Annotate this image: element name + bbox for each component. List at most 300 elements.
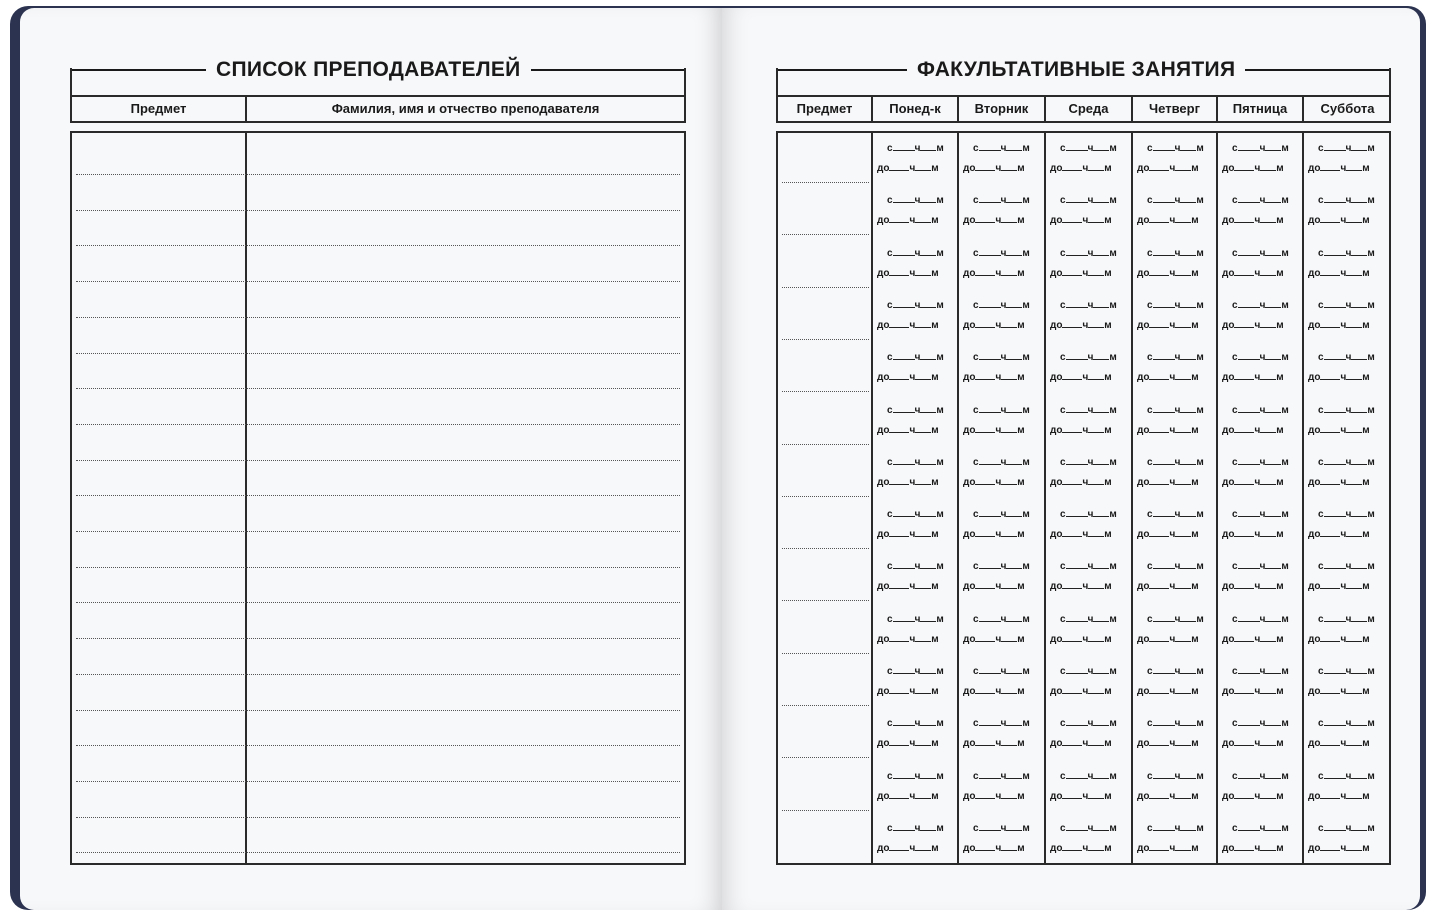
time-from-row: с ч м — [1147, 404, 1204, 416]
time-to-row: до ч м — [877, 319, 939, 331]
time-from-row: с ч м — [1318, 299, 1375, 311]
time-from-row: с ч м — [1060, 195, 1117, 207]
time-to-row: до ч м — [1137, 424, 1199, 436]
time-entry — [877, 559, 957, 593]
time-to-row: до ч м — [1050, 633, 1112, 645]
writing-line — [76, 317, 680, 318]
time-entry — [1050, 455, 1130, 489]
time-entry — [1308, 664, 1388, 698]
time-entry — [1308, 403, 1388, 437]
time-entry — [877, 612, 957, 646]
time-from-row: с ч м — [1232, 561, 1289, 573]
elective-table — [776, 131, 1391, 865]
time-entry — [1222, 716, 1302, 750]
time-entry — [1050, 193, 1130, 227]
time-to-row: до ч м — [1222, 267, 1284, 279]
time-from-row: с ч м — [1232, 299, 1289, 311]
time-entry — [963, 141, 1043, 175]
time-to-row: до ч м — [1050, 581, 1112, 593]
time-to-row: до ч м — [1308, 686, 1370, 697]
time-from-row: с ч м — [1318, 456, 1375, 468]
time-from-row: с ч м — [887, 299, 944, 311]
time-to-row: до ч м — [1137, 529, 1199, 541]
time-to-row: до ч м — [1222, 790, 1284, 802]
time-from-row: с ч м — [1232, 509, 1289, 521]
time-from-row: с ч м — [887, 195, 944, 207]
time-from-row: с ч м — [973, 247, 1030, 259]
time-entry — [1137, 507, 1217, 541]
time-to-row: до ч м — [1050, 163, 1112, 174]
time-to-row: до ч м — [1308, 529, 1370, 541]
time-entry — [1222, 350, 1302, 384]
time-from-row: с ч м — [1232, 770, 1289, 782]
time-from-row: с ч м — [1232, 247, 1289, 259]
time-to-row: до ч м — [1308, 790, 1370, 802]
time-entry — [877, 350, 957, 384]
time-entry — [877, 507, 957, 541]
time-entry — [1050, 559, 1130, 593]
time-to-row: до ч м — [877, 267, 939, 279]
col-header-day: Пятница — [1232, 101, 1288, 116]
time-from-row: с ч м — [887, 718, 944, 730]
time-to-row: до ч м — [1050, 686, 1112, 697]
col-header-day: Вторник — [974, 101, 1029, 116]
subject-line — [782, 234, 869, 235]
time-to-row: до ч м — [877, 686, 939, 697]
time-entry — [1222, 664, 1302, 698]
time-entry — [1137, 455, 1217, 489]
time-entry — [877, 193, 957, 227]
time-from-row: с ч м — [887, 561, 944, 573]
time-to-row: до ч м — [963, 581, 1025, 593]
time-entry — [1050, 716, 1130, 750]
time-from-row: с ч м — [1318, 404, 1375, 416]
time-to-row: до ч м — [1137, 163, 1199, 174]
writing-line — [76, 531, 680, 532]
time-entry — [1050, 141, 1130, 175]
time-to-row: до ч м — [963, 319, 1025, 331]
time-from-row: с ч м — [1232, 718, 1289, 730]
time-entry — [1308, 821, 1388, 855]
day-col-divider — [1131, 131, 1133, 865]
time-to-row: до ч м — [963, 424, 1025, 436]
col-header-subject: Предмет — [796, 101, 853, 116]
time-entry — [963, 769, 1043, 803]
time-entry — [1308, 141, 1388, 175]
time-entry — [963, 298, 1043, 332]
time-to-row: до ч м — [963, 372, 1025, 384]
time-to-row: до ч м — [1222, 738, 1284, 750]
time-entry — [963, 612, 1043, 646]
time-from-row: с ч м — [887, 822, 944, 834]
time-to-row: до ч м — [1050, 476, 1112, 488]
time-from-row: с ч м — [1060, 299, 1117, 311]
time-from-row: с ч м — [1060, 404, 1117, 416]
time-entry — [1308, 298, 1388, 332]
writing-line — [76, 602, 680, 603]
time-to-row: до ч м — [1222, 581, 1284, 593]
time-entry — [1050, 246, 1130, 280]
time-to-row: до ч м — [1222, 372, 1284, 384]
subject-line — [782, 444, 869, 445]
subject-line — [782, 287, 869, 288]
time-from-row: с ч м — [1147, 143, 1204, 154]
day-col-divider — [957, 131, 959, 865]
time-to-row: до ч м — [1137, 738, 1199, 750]
time-from-row: с ч м — [1147, 299, 1204, 311]
time-entry — [877, 716, 957, 750]
writing-line — [76, 781, 680, 782]
time-to-row: до ч м — [1222, 163, 1284, 174]
time-entry — [1308, 455, 1388, 489]
time-from-row: с ч м — [1060, 352, 1117, 364]
time-to-row: до ч м — [963, 633, 1025, 645]
time-from-row: с ч м — [973, 718, 1030, 730]
time-entry — [963, 193, 1043, 227]
page-title: ФАКУЛЬТАТИВНЫЕ ЗАНЯТИЯ — [907, 58, 1245, 82]
time-entry — [1308, 246, 1388, 280]
time-entry — [963, 559, 1043, 593]
time-to-row: до ч м — [877, 476, 939, 488]
time-entry — [1137, 403, 1217, 437]
time-entry — [1222, 455, 1302, 489]
header-col-divider — [1131, 95, 1133, 123]
day-col-divider — [1216, 131, 1218, 865]
time-to-row: до ч м — [1222, 842, 1284, 854]
time-to-row: до ч м — [877, 738, 939, 750]
time-from-row: с ч м — [1318, 613, 1375, 625]
time-to-row: до ч м — [1050, 842, 1112, 854]
time-entry — [1137, 350, 1217, 384]
day-col-divider — [1044, 131, 1046, 865]
subject-line — [782, 496, 869, 497]
time-from-row: с ч м — [1232, 404, 1289, 416]
time-from-row: с ч м — [887, 456, 944, 468]
time-entry — [963, 716, 1043, 750]
header-col-divider — [1044, 95, 1046, 123]
time-from-row: с ч м — [1147, 718, 1204, 730]
time-to-row: до ч м — [1222, 319, 1284, 331]
header-col-divider — [1216, 95, 1218, 123]
col-header-day: Суббота — [1320, 101, 1375, 116]
time-from-row: с ч м — [1060, 561, 1117, 573]
time-from-row: с ч м — [973, 352, 1030, 364]
time-from-row: с ч м — [887, 613, 944, 625]
time-to-row: до ч м — [1137, 267, 1199, 279]
time-entry — [1050, 298, 1130, 332]
time-from-row: с ч м — [1147, 666, 1204, 677]
teacher-col-divider — [245, 131, 247, 865]
time-from-row: с ч м — [1232, 456, 1289, 468]
header-col-divider — [1302, 95, 1304, 123]
time-to-row: до ч м — [1222, 686, 1284, 697]
time-entry — [1308, 612, 1388, 646]
subject-line — [782, 182, 869, 183]
time-entry — [877, 298, 957, 332]
time-to-row: до ч м — [963, 267, 1025, 279]
time-from-row: с ч м — [1060, 613, 1117, 625]
writing-line — [76, 852, 680, 853]
writing-line — [76, 353, 680, 354]
time-from-row: с ч м — [973, 613, 1030, 625]
time-to-row: до ч м — [1137, 790, 1199, 802]
time-to-row: до ч м — [963, 738, 1025, 750]
time-from-row: с ч м — [1060, 770, 1117, 782]
time-from-row: с ч м — [1147, 770, 1204, 782]
col-header-subject: Предмет — [130, 101, 187, 116]
time-to-row: до ч м — [1308, 476, 1370, 488]
right-title-row — [776, 58, 1391, 84]
time-entry — [963, 455, 1043, 489]
time-from-row: с ч м — [1060, 822, 1117, 834]
time-entry — [1222, 612, 1302, 646]
time-from-row: с ч м — [973, 770, 1030, 782]
time-to-row: до ч м — [1308, 633, 1370, 645]
time-to-row: до ч м — [877, 424, 939, 436]
time-entry — [877, 141, 957, 175]
day-col-divider — [1302, 131, 1304, 865]
time-entry — [1137, 559, 1217, 593]
time-from-row: с ч м — [887, 247, 944, 259]
time-to-row: до ч м — [877, 842, 939, 854]
time-to-row: до ч м — [1222, 215, 1284, 227]
time-to-row: до ч м — [1308, 319, 1370, 331]
time-entry — [1137, 769, 1217, 803]
time-from-row: с ч м — [887, 404, 944, 416]
time-entry — [877, 403, 957, 437]
col-header-teacher-name: Фамилия, имя и отчество преподавателя — [331, 101, 600, 116]
time-from-row: с ч м — [1060, 247, 1117, 259]
time-to-row: до ч м — [1137, 215, 1199, 227]
time-to-row: до ч м — [1308, 842, 1370, 854]
time-from-row: с ч м — [1318, 666, 1375, 677]
time-from-row: с ч м — [1147, 822, 1204, 834]
time-to-row: до ч м — [1050, 529, 1112, 541]
time-entry — [963, 821, 1043, 855]
time-from-row: с ч м — [1318, 561, 1375, 573]
writing-line — [76, 281, 680, 282]
time-to-row: до ч м — [1308, 738, 1370, 750]
col-header-day: Понед-к — [889, 101, 941, 116]
time-to-row: до ч м — [963, 686, 1025, 697]
time-entry — [1222, 769, 1302, 803]
time-from-row: с ч м — [1318, 195, 1375, 207]
time-entry — [877, 246, 957, 280]
subject-line — [782, 653, 869, 654]
time-to-row: до ч м — [877, 372, 939, 384]
time-entry — [963, 664, 1043, 698]
time-to-row: до ч м — [877, 529, 939, 541]
writing-line — [76, 245, 680, 246]
time-to-row: до ч м — [1137, 686, 1199, 697]
time-entry — [1308, 716, 1388, 750]
time-entry — [877, 821, 957, 855]
time-from-row: с ч м — [1232, 822, 1289, 834]
time-to-row: до ч м — [1308, 372, 1370, 384]
time-from-row: с ч м — [1147, 613, 1204, 625]
time-entry — [1308, 350, 1388, 384]
time-entry — [963, 403, 1043, 437]
time-to-row: до ч м — [1137, 633, 1199, 645]
time-to-row: до ч м — [1050, 790, 1112, 802]
time-entry — [963, 350, 1043, 384]
time-entry — [1050, 821, 1130, 855]
time-from-row: с ч м — [973, 456, 1030, 468]
time-from-row: с ч м — [1147, 247, 1204, 259]
time-entry — [1308, 193, 1388, 227]
time-to-row: до ч м — [877, 581, 939, 593]
time-to-row: до ч м — [877, 163, 939, 174]
time-to-row: до ч м — [1222, 633, 1284, 645]
time-from-row: с ч м — [1232, 613, 1289, 625]
subject-line — [782, 548, 869, 549]
writing-line — [76, 817, 680, 818]
time-entry — [877, 769, 957, 803]
time-to-row: до ч м — [1222, 476, 1284, 488]
writing-line — [76, 174, 680, 175]
time-from-row: с ч м — [887, 143, 944, 154]
time-to-row: до ч м — [877, 790, 939, 802]
writing-line — [76, 745, 680, 746]
time-from-row: с ч м — [1060, 456, 1117, 468]
time-to-row: до ч м — [1137, 319, 1199, 331]
time-to-row: до ч м — [877, 633, 939, 645]
writing-line — [76, 495, 680, 496]
time-entry — [1137, 716, 1217, 750]
time-to-row: до ч м — [963, 790, 1025, 802]
time-from-row: с ч м — [973, 509, 1030, 521]
time-entry — [1222, 507, 1302, 541]
time-from-row: с ч м — [973, 404, 1030, 416]
time-to-row: до ч м — [1050, 215, 1112, 227]
time-from-row: с ч м — [973, 666, 1030, 677]
time-entry — [1137, 141, 1217, 175]
time-entry — [1050, 507, 1130, 541]
writing-line — [76, 567, 680, 568]
time-from-row: с ч м — [1060, 509, 1117, 521]
time-entry — [1222, 246, 1302, 280]
time-entry — [963, 507, 1043, 541]
time-to-row: до ч м — [1050, 738, 1112, 750]
time-to-row: до ч м — [1308, 215, 1370, 227]
time-from-row: с ч м — [973, 143, 1030, 154]
time-from-row: с ч м — [973, 822, 1030, 834]
time-entry — [1050, 664, 1130, 698]
time-to-row: до ч м — [963, 476, 1025, 488]
time-entry — [877, 664, 957, 698]
subject-line — [782, 391, 869, 392]
time-from-row: с ч м — [1147, 352, 1204, 364]
time-from-row: с ч м — [1318, 509, 1375, 521]
time-to-row: до ч м — [1308, 581, 1370, 593]
writing-line — [76, 710, 680, 711]
teacher-table — [70, 131, 686, 865]
time-to-row: до ч м — [963, 842, 1025, 854]
time-to-row: до ч м — [1137, 476, 1199, 488]
subject-line — [782, 810, 869, 811]
time-from-row: с ч м — [1147, 456, 1204, 468]
time-to-row: до ч м — [963, 529, 1025, 541]
time-from-row: с ч м — [973, 299, 1030, 311]
time-entry — [1050, 350, 1130, 384]
time-entry — [1222, 559, 1302, 593]
time-from-row: с ч м — [1318, 718, 1375, 730]
time-to-row: до ч м — [1137, 842, 1199, 854]
time-from-row: с ч м — [973, 195, 1030, 207]
writing-line — [76, 388, 680, 389]
time-from-row: с ч м — [973, 561, 1030, 573]
time-from-row: с ч м — [1232, 666, 1289, 677]
time-to-row: до ч м — [1137, 581, 1199, 593]
header-col-divider — [957, 95, 959, 123]
time-to-row: до ч м — [963, 215, 1025, 227]
time-from-row: с ч м — [1060, 143, 1117, 154]
time-from-row: с ч м — [1232, 195, 1289, 207]
time-entry — [1050, 403, 1130, 437]
time-from-row: с ч м — [1147, 509, 1204, 521]
time-entry — [1222, 298, 1302, 332]
page-title: СПИСОК ПРЕПОДАВАТЕЛЕЙ — [206, 58, 531, 82]
time-from-row: с ч м — [1232, 352, 1289, 364]
time-entry — [1222, 193, 1302, 227]
time-entry — [1137, 193, 1217, 227]
time-entry — [963, 246, 1043, 280]
time-entry — [1222, 403, 1302, 437]
time-from-row: с ч м — [1318, 247, 1375, 259]
time-from-row: с ч м — [1318, 770, 1375, 782]
time-from-row: с ч м — [1060, 666, 1117, 677]
time-entry — [1137, 612, 1217, 646]
time-to-row: до ч м — [1222, 424, 1284, 436]
time-entry — [877, 455, 957, 489]
header-col-divider — [871, 95, 873, 123]
time-from-row: с ч м — [887, 509, 944, 521]
time-from-row: с ч м — [1318, 352, 1375, 364]
time-to-row: до ч м — [1137, 372, 1199, 384]
time-from-row: с ч м — [1318, 143, 1375, 154]
writing-line — [76, 210, 680, 211]
time-to-row: до ч м — [1050, 424, 1112, 436]
time-from-row: с ч м — [1147, 195, 1204, 207]
time-to-row: до ч м — [963, 163, 1025, 174]
time-to-row: до ч м — [1222, 529, 1284, 541]
time-entry — [1137, 821, 1217, 855]
subject-line — [782, 600, 869, 601]
day-col-divider — [871, 131, 873, 865]
time-from-row: с ч м — [887, 666, 944, 677]
time-to-row: до ч м — [1050, 267, 1112, 279]
time-entry — [1222, 141, 1302, 175]
writing-line — [76, 674, 680, 675]
time-to-row: до ч м — [1308, 267, 1370, 279]
time-from-row: с ч м — [1060, 718, 1117, 730]
time-to-row: до ч м — [1050, 319, 1112, 331]
time-entry — [1222, 821, 1302, 855]
time-from-row: с ч м — [1232, 143, 1289, 154]
time-from-row: с ч м — [887, 352, 944, 364]
col-header-day: Среда — [1068, 101, 1109, 116]
time-from-row: с ч м — [1318, 822, 1375, 834]
time-from-row: с ч м — [887, 770, 944, 782]
subject-line — [782, 705, 869, 706]
time-to-row: до ч м — [1050, 372, 1112, 384]
time-entry — [1050, 612, 1130, 646]
subject-line — [782, 757, 869, 758]
time-entry — [1308, 559, 1388, 593]
col-header-day: Четверг — [1149, 101, 1200, 116]
time-entry — [1308, 769, 1388, 803]
time-entry — [1137, 298, 1217, 332]
